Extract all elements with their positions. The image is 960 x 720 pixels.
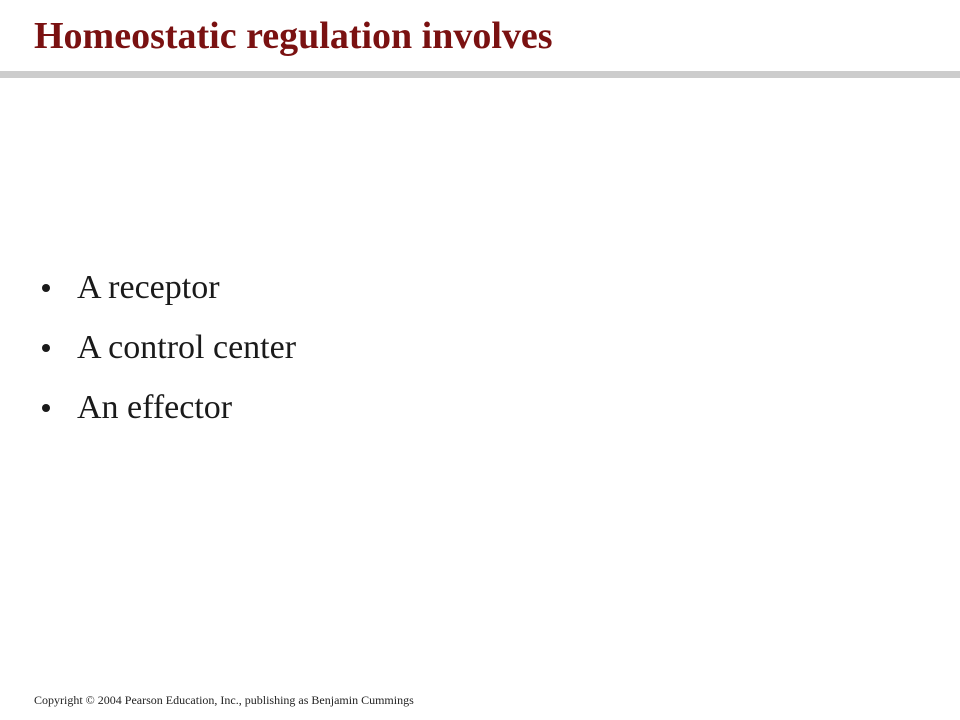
bullet-item [42,318,296,378]
title-divider [0,71,960,78]
bullet-dot-icon [42,404,50,412]
bullet-text: An effector [77,389,233,426]
bullet-dot-icon [42,284,50,292]
bullet-dot-icon [42,344,50,352]
bullet-text: A control center [77,329,297,366]
bullet-item [42,378,296,438]
bullet-list [42,258,296,438]
copyright-footer: Copyright © 2004 Pearson Education, Inc., publishing as Benjamin Cummings [34,693,414,707]
bullet-text: A receptor [77,269,220,306]
bullet-item [42,258,296,318]
slide-title: Homeostatic regulation involves [34,15,553,57]
